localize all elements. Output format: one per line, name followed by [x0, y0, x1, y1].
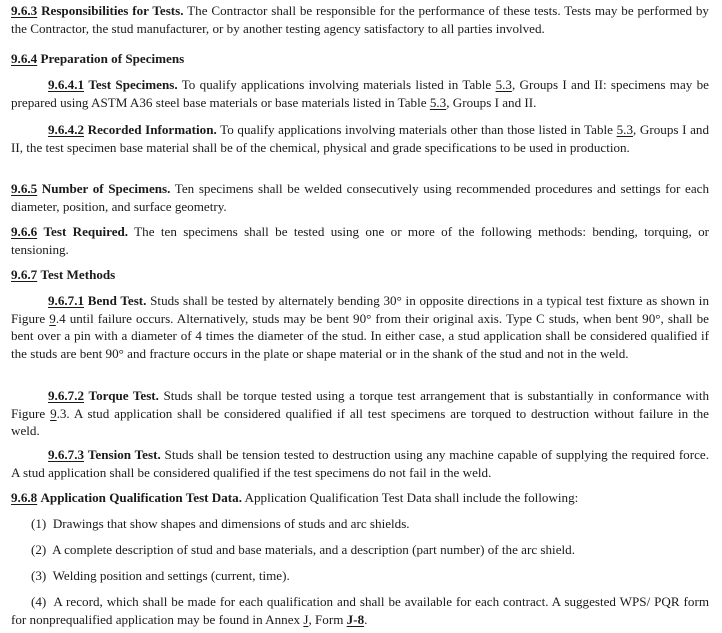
table-link[interactable]: 5.3: [429, 94, 447, 110]
section-text: , Groups I and II: specimens may be prepared using ASTM A36 steel base materials or base materials listed in Table: [11, 77, 709, 110]
section-number: 9.6.4: [11, 51, 38, 66]
section-title: Test Specimens.: [88, 77, 178, 92]
section-text: , Groups I and II, the test specimen base material shall be of the chemical, physical and grade specifications to be used in production.: [11, 122, 709, 155]
section-number: 9.6.7.2: [48, 388, 85, 403]
section-text: .4 until failure occurs. Alternatively, studs may be bent 90° from their original axis. Type C studs, when bent 90°, shall be bent over a pin with a diameter of 4 times the diameter of the stud. In either case, a stud application shall be considered qualified if the studs are bent 90° and fracture occurs in the plate or shape material or in the shank of the stud and not in the weld.: [11, 310, 709, 361]
section-number: 9.6.4.2: [48, 122, 85, 137]
list-text: Drawings that show shapes and dimensions of studs and arc shields.: [52, 516, 410, 531]
section-text: Studs shall be tested by alternately bending 30° in opposite directions in a typical test fixture as shown in Figure: [11, 293, 709, 326]
section-text: .3. A stud application shall be considered qualified if all test specimens are torqued to destruction without failure in the weld.: [11, 405, 709, 439]
list-text: A record, which shall be made for each qualification and shall be available for each contract. A suggested WPS/ PQR form for nonprequalified application may be found in Annex: [11, 594, 709, 627]
section-number: 9.6.4.1: [48, 77, 85, 92]
table-link[interactable]: 5.3: [495, 77, 512, 92]
list-item: [11, 593, 709, 628]
form-link[interactable]: J-8: [346, 611, 365, 627]
list-number: (2): [31, 542, 47, 557]
section-text: Studs shall be torque tested using a torque test arrangement that is substantially in conformance with Figure: [11, 388, 710, 421]
section-number: 9.6.8: [11, 490, 38, 505]
section-text: Studs shall be tension tested to destruction using any machine capable of supplying the required force. A stud application shall be considered qualified if the test specimens do not fail in the weld.: [11, 447, 709, 480]
section-text: Ten specimens shall be welded consecutively using recommended procedures and settings for each diameter, position, and surface geometry.: [11, 181, 709, 214]
section-text: To qualify applications involving materials other than those listed in Table: [216, 122, 617, 137]
section-9-6-4: [11, 50, 709, 68]
section-title: Application Qualification Test Data.: [40, 490, 242, 505]
list-text: .: [364, 611, 368, 627]
section-9-6-7-2: [11, 387, 709, 440]
section-title: Test Methods: [40, 267, 116, 282]
list-item: [31, 567, 709, 585]
list-number: (3): [31, 568, 47, 583]
section-text: Application Qualification Test Data shall include the following:: [242, 490, 579, 505]
section-title: Bend Test.: [87, 293, 147, 308]
table-link[interactable]: 5.3: [616, 122, 633, 137]
figure-link[interactable]: 9: [50, 405, 57, 421]
annex-link[interactable]: J: [303, 611, 309, 627]
section-9-6-6: [11, 223, 709, 258]
list-number: (1): [31, 516, 47, 531]
section-9-6-4-2: [11, 121, 709, 156]
figure-link[interactable]: 9: [49, 310, 56, 326]
list-text: Welding position and settings (current, time).: [52, 568, 290, 583]
list-text: , Form: [308, 611, 347, 627]
section-title: Number of Specimens.: [41, 181, 171, 196]
section-text: To qualify applications involving materials listed in Table: [177, 77, 496, 92]
section-number: 9.6.5: [11, 181, 38, 196]
section-text: , Groups I and II.: [446, 94, 537, 110]
section-number: 9.6.6: [11, 224, 38, 239]
list-item: [31, 515, 709, 533]
section-title: Recorded Information.: [87, 122, 217, 137]
section-9-6-4-1: [11, 76, 709, 111]
section-number: 9.6.7: [11, 267, 38, 282]
list-item: [31, 541, 709, 559]
section-text: The Contractor shall be responsible for the performance of these tests. Tests may be performed by the Contractor, the stud manufacturer, or by another testing agency satisfactory to all parties involved.: [11, 3, 709, 36]
section-text: The ten specimens shall be tested using one or more of the following methods: bending, torquing, or tensioning.: [11, 224, 709, 257]
section-title: Torque Test.: [88, 388, 159, 403]
section-9-6-3: [11, 2, 709, 37]
section-number: 9.6.7.3: [48, 447, 85, 462]
section-title: Responsibilities for Tests.: [41, 3, 184, 18]
section-9-6-7-1: [11, 292, 709, 362]
section-9-6-5: [11, 180, 709, 215]
section-title: Tension Test.: [87, 447, 161, 462]
section-number: 9.6.3: [11, 3, 38, 18]
section-9-6-7-3: [11, 446, 709, 481]
list-number: (4): [31, 594, 47, 609]
section-number: 9.6.7.1: [48, 293, 85, 308]
section-9-6-7: [11, 266, 709, 284]
section-9-6-8: [11, 489, 709, 507]
section-title: Test Required.: [43, 224, 129, 239]
list-text: A complete description of stud and base materials, and a description (part number) of the arc shield.: [52, 542, 575, 557]
section-title: Preparation of Specimens: [40, 51, 185, 66]
